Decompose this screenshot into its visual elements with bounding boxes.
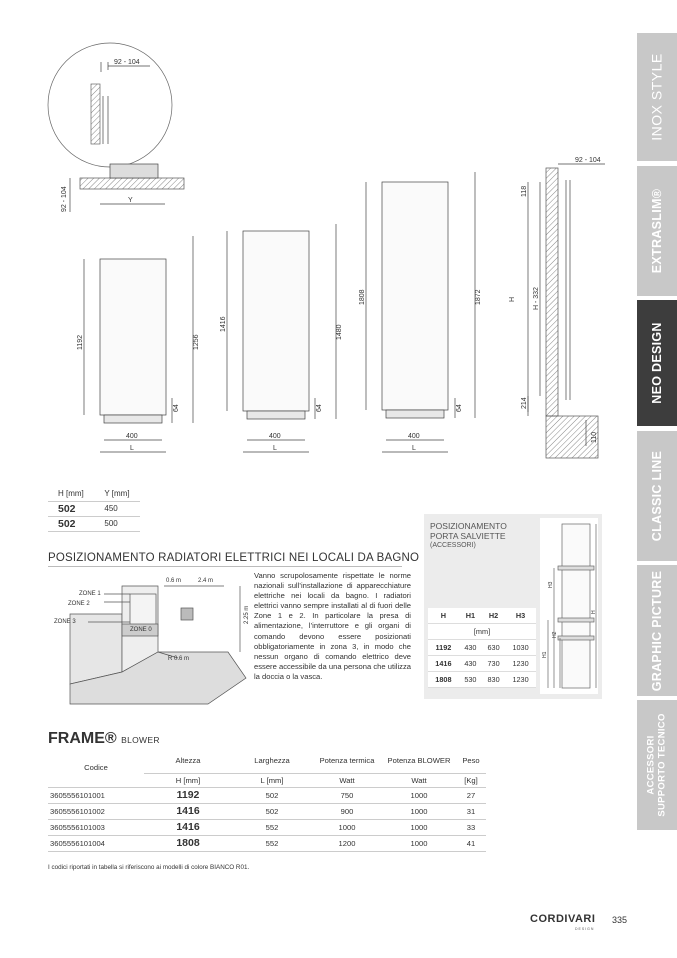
accessories-title-line1: POSIZIONAMENTO — [430, 521, 507, 531]
cell-code: 3605556101003 — [48, 819, 144, 835]
frame-table — [48, 748, 486, 852]
front3-width: L — [412, 445, 416, 452]
table-header-row — [48, 748, 486, 773]
detail-dimension: 92 - 104 — [114, 59, 140, 66]
front1-inner: 400 — [126, 433, 138, 440]
acc-header: H2 — [482, 608, 505, 623]
side-d3: 110 — [591, 431, 598, 443]
acc-cell: 730 — [482, 655, 505, 671]
bathroom-paragraph: Vanno scrupolosamente rispettate le norme nazionali sull’installazione di apparecchiature elettriche nei locali da bagno. I radiatori elettrici vanno sempre installati al di fuori delle Zone 1 e 2. In particolare la presa di alimentazione, l’interruttore e gli organi di comando devono essere posizionati obbligatoriamente in zona 3, in modo che nessun organo di comando elettrico deve essere accessibile da una persona che utilizza la doccia o la vasca. — [254, 571, 411, 681]
hy-header-h: H [mm] — [48, 486, 94, 501]
front1-total: 1256 — [193, 334, 200, 350]
divider — [48, 566, 402, 567]
header-codice: Codice — [48, 748, 144, 787]
front1-width: L — [130, 445, 134, 452]
hy-cell: 500 — [94, 516, 140, 531]
acc-cell: 1230 — [505, 671, 536, 687]
acc-cell: 1030 — [505, 639, 536, 655]
acc-cell: 1192 — [428, 639, 459, 655]
tab-neo-design[interactable] — [637, 300, 677, 426]
cell-potenza-termica: 1000 — [312, 819, 382, 835]
cell-peso: 27 — [456, 787, 486, 803]
zone-dim-3: 2.25 m — [244, 605, 250, 624]
header-altezza: Altezza — [144, 748, 232, 773]
zone-dim-1: 0.6 m — [166, 578, 182, 584]
zone1-label: ZONE 1 — [79, 591, 101, 597]
table-row — [48, 486, 140, 501]
table-row — [48, 819, 486, 835]
accessories-subtitle: (ACCESSORI) — [430, 542, 476, 549]
tab-label-line2: SUPPORTO TECNICO — [657, 713, 668, 817]
tab-classic-line[interactable] — [637, 431, 677, 561]
brand-logo: CORDIVARI — [530, 913, 596, 925]
side-top-dimension: 92 - 104 — [575, 157, 601, 164]
cell-potenza-termica: 900 — [312, 803, 382, 819]
front2-height: 1416 — [220, 316, 227, 332]
unit-altezza: H [mm] — [144, 773, 232, 787]
header-potenza-termica: Potenza termica — [312, 748, 382, 773]
unit-larghezza: L [mm] — [232, 773, 312, 787]
table-row — [48, 803, 486, 819]
zone-dim-2: 2.4 m — [198, 578, 214, 584]
front3-inner: 400 — [408, 433, 420, 440]
acc-header: H — [428, 608, 459, 623]
diagram-h1: H1 — [542, 651, 548, 658]
hy-table — [48, 486, 140, 532]
table-row — [428, 671, 536, 687]
accessories-title — [430, 521, 507, 551]
front3-total: 1872 — [475, 289, 482, 305]
cell-potenza-termica: 750 — [312, 787, 382, 803]
front2-inner: 400 — [269, 433, 281, 440]
acc-header: H3 — [505, 608, 536, 623]
cell-potenza-blower: 1000 — [382, 803, 456, 819]
front3-base: 64 — [456, 404, 463, 412]
cell-peso: 31 — [456, 803, 486, 819]
table-row — [48, 516, 140, 531]
diagram-h2: H2 — [552, 631, 558, 638]
acc-unit: [mm] — [428, 623, 536, 639]
table-note: I codici riportati in tabella si riferiscono ai modelli di colore BIANCO R01. — [48, 864, 250, 871]
front2-width: L — [273, 445, 277, 452]
front2-base: 64 — [316, 404, 323, 412]
acc-cell: 430 — [459, 639, 482, 655]
hy-header-y: Y [mm] — [94, 486, 140, 501]
cell-peso: 41 — [456, 835, 486, 851]
bathroom-section-title: POSIZIONAMENTO RADIATORI ELETTRICI NEI LOCALI DA BAGNO — [48, 552, 420, 564]
table-row — [48, 787, 486, 803]
acc-cell: 630 — [482, 639, 505, 655]
unit-peso: [Kg] — [456, 773, 486, 787]
cell-code: 3605556101002 — [48, 803, 144, 819]
cell-altezza: 1416 — [144, 803, 232, 819]
hy-cell: 502 — [48, 516, 94, 531]
side-h: H — [509, 296, 516, 302]
acc-cell: 530 — [459, 671, 482, 687]
technical-drawings — [0, 0, 637, 470]
acc-cell: 1416 — [428, 655, 459, 671]
acc-cell: 430 — [459, 655, 482, 671]
tab-accessori-supporto-tecnico[interactable] — [637, 700, 677, 830]
diagram-h: H — [591, 610, 597, 614]
unit-potenza-termica: Watt — [312, 773, 382, 787]
diagram-h3: H3 — [548, 581, 554, 588]
brand-subtitle: DESIGN — [575, 927, 595, 931]
header-larghezza: Larghezza — [232, 748, 312, 773]
bathroom-zones-diagram — [48, 574, 253, 708]
zone2-label: ZONE 2 — [68, 601, 90, 607]
header-potenza-blower: Potenza BLOWER — [382, 748, 456, 773]
unit-potenza-blower: Watt — [382, 773, 456, 787]
cell-larghezza: 502 — [232, 803, 312, 819]
tab-label: EXTRASLIM® — [650, 188, 664, 274]
tab-extraslim[interactable] — [637, 166, 677, 296]
table-row — [48, 835, 486, 851]
side-d2: 214 — [521, 397, 528, 409]
acc-header: H1 — [459, 608, 482, 623]
hy-cell: 450 — [94, 501, 140, 516]
tab-label — [646, 713, 668, 816]
table-row — [428, 655, 536, 671]
accessories-table — [428, 608, 536, 688]
table-row — [428, 608, 536, 623]
cell-larghezza: 552 — [232, 835, 312, 851]
accessories-title-line2: PORTA SALVIETTE — [430, 531, 506, 541]
page-number: 335 — [612, 915, 628, 925]
tab-label: CLASSIC LINE — [650, 450, 665, 542]
towel-rail-diagram — [540, 518, 598, 694]
side-h-minus: H - 332 — [533, 287, 540, 310]
cell-larghezza: 502 — [232, 787, 312, 803]
cell-altezza: 1416 — [144, 819, 232, 835]
cell-altezza: 1808 — [144, 835, 232, 851]
cell-larghezza: 552 — [232, 819, 312, 835]
cell-potenza-blower: 1000 — [382, 819, 456, 835]
table-row — [428, 639, 536, 655]
tab-label-line1: ACCESSORI — [646, 735, 657, 795]
plan-width-dimension: Y — [128, 197, 133, 204]
frame-title-main: FRAME® — [48, 730, 117, 747]
cell-altezza: 1192 — [144, 787, 232, 803]
front1-base: 64 — [173, 404, 180, 412]
header-peso: Peso — [456, 748, 486, 773]
tab-label: NEO DESIGN — [650, 322, 664, 404]
tab-label: GRAPHIC PICTURE — [650, 570, 665, 691]
cell-peso: 33 — [456, 819, 486, 835]
acc-cell: 1808 — [428, 671, 459, 687]
zone3-label: ZONE 3 — [54, 619, 76, 625]
side-d1: 118 — [521, 185, 528, 197]
front2-total: 1480 — [336, 324, 343, 340]
hy-cell: 502 — [48, 501, 94, 516]
frame-title — [48, 730, 160, 748]
front3-height: 1808 — [359, 289, 366, 305]
acc-cell: 830 — [482, 671, 505, 687]
tab-inox-style[interactable] — [637, 33, 677, 161]
cell-potenza-blower: 1000 — [382, 835, 456, 851]
tab-label: INOX STYLE — [649, 53, 665, 141]
cell-potenza-blower: 1000 — [382, 787, 456, 803]
frame-title-sub: BLOWER — [121, 735, 160, 745]
plan-side-dimension: 92 - 104 — [61, 186, 68, 212]
acc-cell: 1230 — [505, 655, 536, 671]
table-row — [48, 501, 140, 516]
cell-potenza-termica: 1200 — [312, 835, 382, 851]
table-row — [428, 623, 536, 639]
cell-code: 3605556101001 — [48, 787, 144, 803]
cell-code: 3605556101004 — [48, 835, 144, 851]
front1-height: 1192 — [77, 334, 84, 350]
zone0-label: ZONE 0 — [130, 627, 152, 633]
tab-graphic-picture[interactable] — [637, 565, 677, 696]
zone-radius: R 0.6 m — [168, 656, 190, 662]
